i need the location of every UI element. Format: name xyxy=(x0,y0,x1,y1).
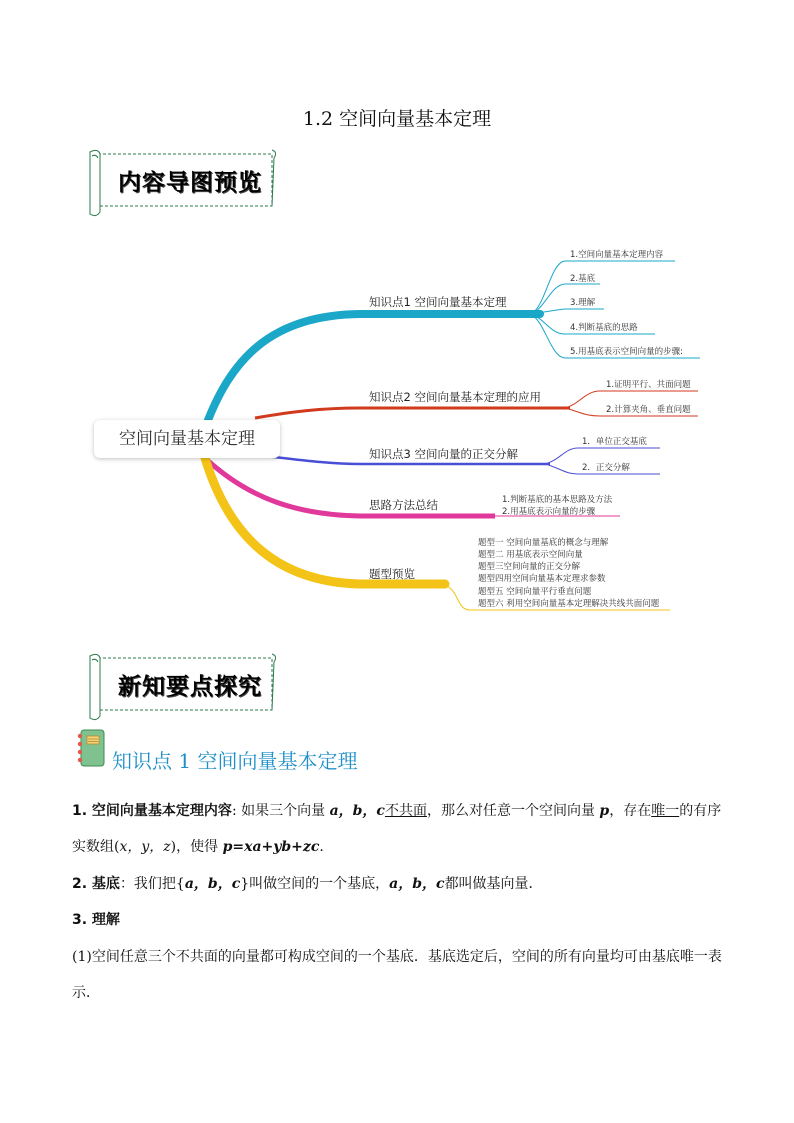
mindmap-branch-4: 思路方法总结 xyxy=(369,498,438,512)
mindmap-leaf: 2.基底 xyxy=(570,274,596,284)
paragraph-label: 2. 基底 xyxy=(72,876,120,892)
mindmap-leaf: 题型一 空间向量基底的概念与理解 xyxy=(478,538,609,548)
variable-text: x，y，z xyxy=(119,839,171,855)
banner-title: 新知要点探究 xyxy=(118,673,262,700)
mindmap-leaf: 2.计算夹角、垂直问题 xyxy=(606,405,691,415)
paragraph-label: 3. 理解 xyxy=(72,912,120,928)
text: ：我们把{ xyxy=(119,876,185,892)
mindmap-leaf: 2.用基底表示向量的步骤 xyxy=(502,507,596,517)
text: . xyxy=(319,839,324,855)
mindmap-leaf: 题型四用空间向量基本定理求参数 xyxy=(478,574,606,584)
banner-title: 内容导图预览 xyxy=(118,169,262,196)
mindmap-leaf: 4.判断基底的思路 xyxy=(570,323,638,333)
vector-text: p xyxy=(599,803,610,819)
mindmap-leaf: 1．单位正交基底 xyxy=(582,437,647,447)
mindmap-branch-3: 知识点3 空间向量的正交分解 xyxy=(369,447,518,461)
text: ，那么对任意一个空间向量 xyxy=(426,803,600,819)
mindmap-leaf: 3.理解 xyxy=(570,298,596,308)
text-underlined: 唯一 xyxy=(651,803,680,819)
text: : 如果三个向量 xyxy=(231,803,330,819)
text: ，存在 xyxy=(609,803,652,819)
mindmap-branch-5: 题型预览 xyxy=(369,567,415,581)
mindmap-leaf: 题型五 空间向量平行垂直问题 xyxy=(478,587,592,597)
text: }叫做空间的一个基底， xyxy=(240,876,390,892)
branch-2-connector xyxy=(255,408,570,418)
mindmap-center-node: 空间向量基本定理 xyxy=(94,420,280,458)
paragraph-understanding-1: (1)空间任意三个不共面的向量都可构成空间的一个基底．基底选定后，空间的所有向量均可由基底唯一表示． xyxy=(72,949,722,1001)
mindmap-leaf: 2．正交分解 xyxy=(582,463,630,473)
mindmap-leaf: 题型二 用基底表示空间向量 xyxy=(478,550,583,560)
paragraph-understanding-label xyxy=(72,902,732,938)
mindmap-branch-2: 知识点2 空间向量基本定理的应用 xyxy=(369,390,541,404)
paragraph-theorem xyxy=(72,793,732,865)
page-title: 1.2 空间向量基本定理 xyxy=(302,108,492,130)
mindmap-leaf: 题型六 利用空间向量基本定理解决共线共面问题 xyxy=(478,599,660,609)
vector-text: a，b，c xyxy=(184,876,241,892)
paragraph-basis xyxy=(72,866,732,902)
text: 的有序实数组( xyxy=(72,803,722,855)
notebook-icon xyxy=(76,728,106,768)
vector-text: a，b，c xyxy=(389,876,445,892)
text: 都叫做基向量． xyxy=(444,876,543,892)
branch-4-connector xyxy=(205,458,495,516)
section-banner-new-knowledge xyxy=(86,652,278,722)
vector-text: a，b，c xyxy=(329,803,385,819)
section-heading: 知识点 1 空间向量基本定理 xyxy=(112,749,358,773)
branch-1-connector xyxy=(205,314,540,428)
mindmap-leaf: 1.判断基底的基本思路及方法 xyxy=(502,495,613,505)
mindmap-leaf: 题型三空间向量的正交分解 xyxy=(478,562,581,572)
text-underlined: 不共面 xyxy=(384,803,427,819)
paragraph-label: 1. 空间向量基本定理内容 xyxy=(72,803,232,819)
formula-text: p=xa+yb+zc xyxy=(222,839,320,855)
mindmap-leaf: 1.空间向量基本定理内容 xyxy=(570,250,664,260)
mindmap-branch-1: 知识点1 空间向量基本定理 xyxy=(369,295,507,309)
section-banner-content-map xyxy=(86,148,278,218)
mindmap-leaf: 5.用基底表示空间向量的步骤: xyxy=(570,347,683,357)
mindmap-leaf: 1.证明平行、共面问题 xyxy=(606,380,691,390)
text: )，使得 xyxy=(170,839,223,855)
